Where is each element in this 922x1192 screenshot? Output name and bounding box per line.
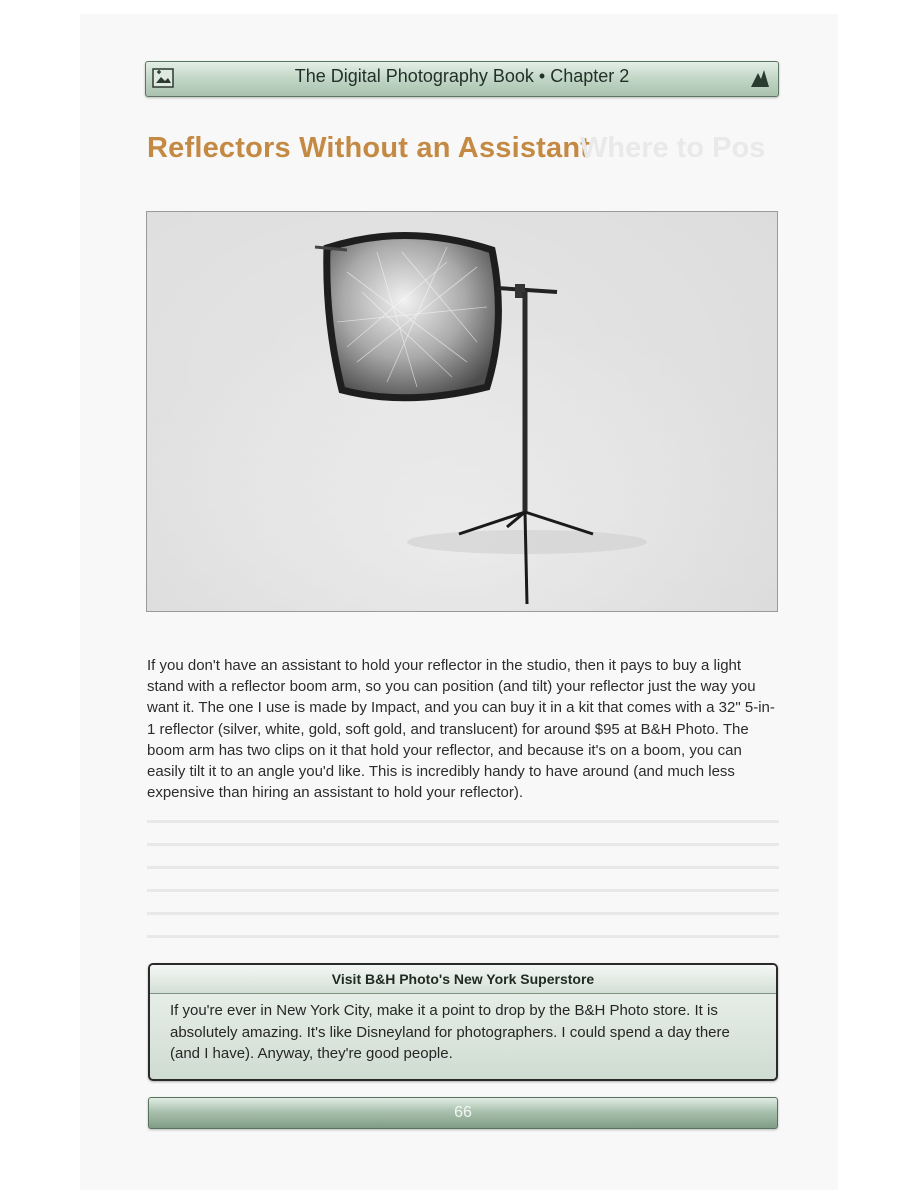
mountain-icon [750,68,770,88]
chapter-header-title: The Digital Photography Book • Chapter 2 [294,66,630,86]
show-through-text: Where to Pos [580,132,766,164]
page-footer-bar [148,1097,778,1129]
page-title: Reflectors Without an Assistant [147,132,591,164]
tip-box [148,963,778,1081]
reflector-stand-illustration [147,212,777,611]
tip-box-text: If you're ever in New York City, make it a point to drop by the B&H Photo store. It is absolutely amazing. It's like Disneyland for photographers. I could spend a day there (and I have). Anyway, they're good people. [170,1002,730,1062]
page-number: 66 [454,1104,472,1121]
body-paragraph: If you don't have an assistant to hold your reflector in the studio, then it pays to buy a light stand with a reflector boom arm, so you can position (and tilt) your reflector just the way you want it. The one I use is made by Impact, and you can buy it in a kit that comes with a 32" 5-in-1 reflector (silver, white, gold, soft gold, and translucent) for around $95 at B&H Photo. The boom arm has two clips on it that hold your reflector, and because it's on a boom, you can easily tilt it to an angle you'd like. This is incredibly handy to have around (and much less expensive than hiring an assistant to hold your reflector). [147,657,775,802]
chapter-header-bar [145,61,779,97]
show-through-lines [147,820,779,958]
reflector-stand-photo [146,211,778,612]
tip-box-title: Visit B&H Photo's New York Superstore [150,965,776,994]
